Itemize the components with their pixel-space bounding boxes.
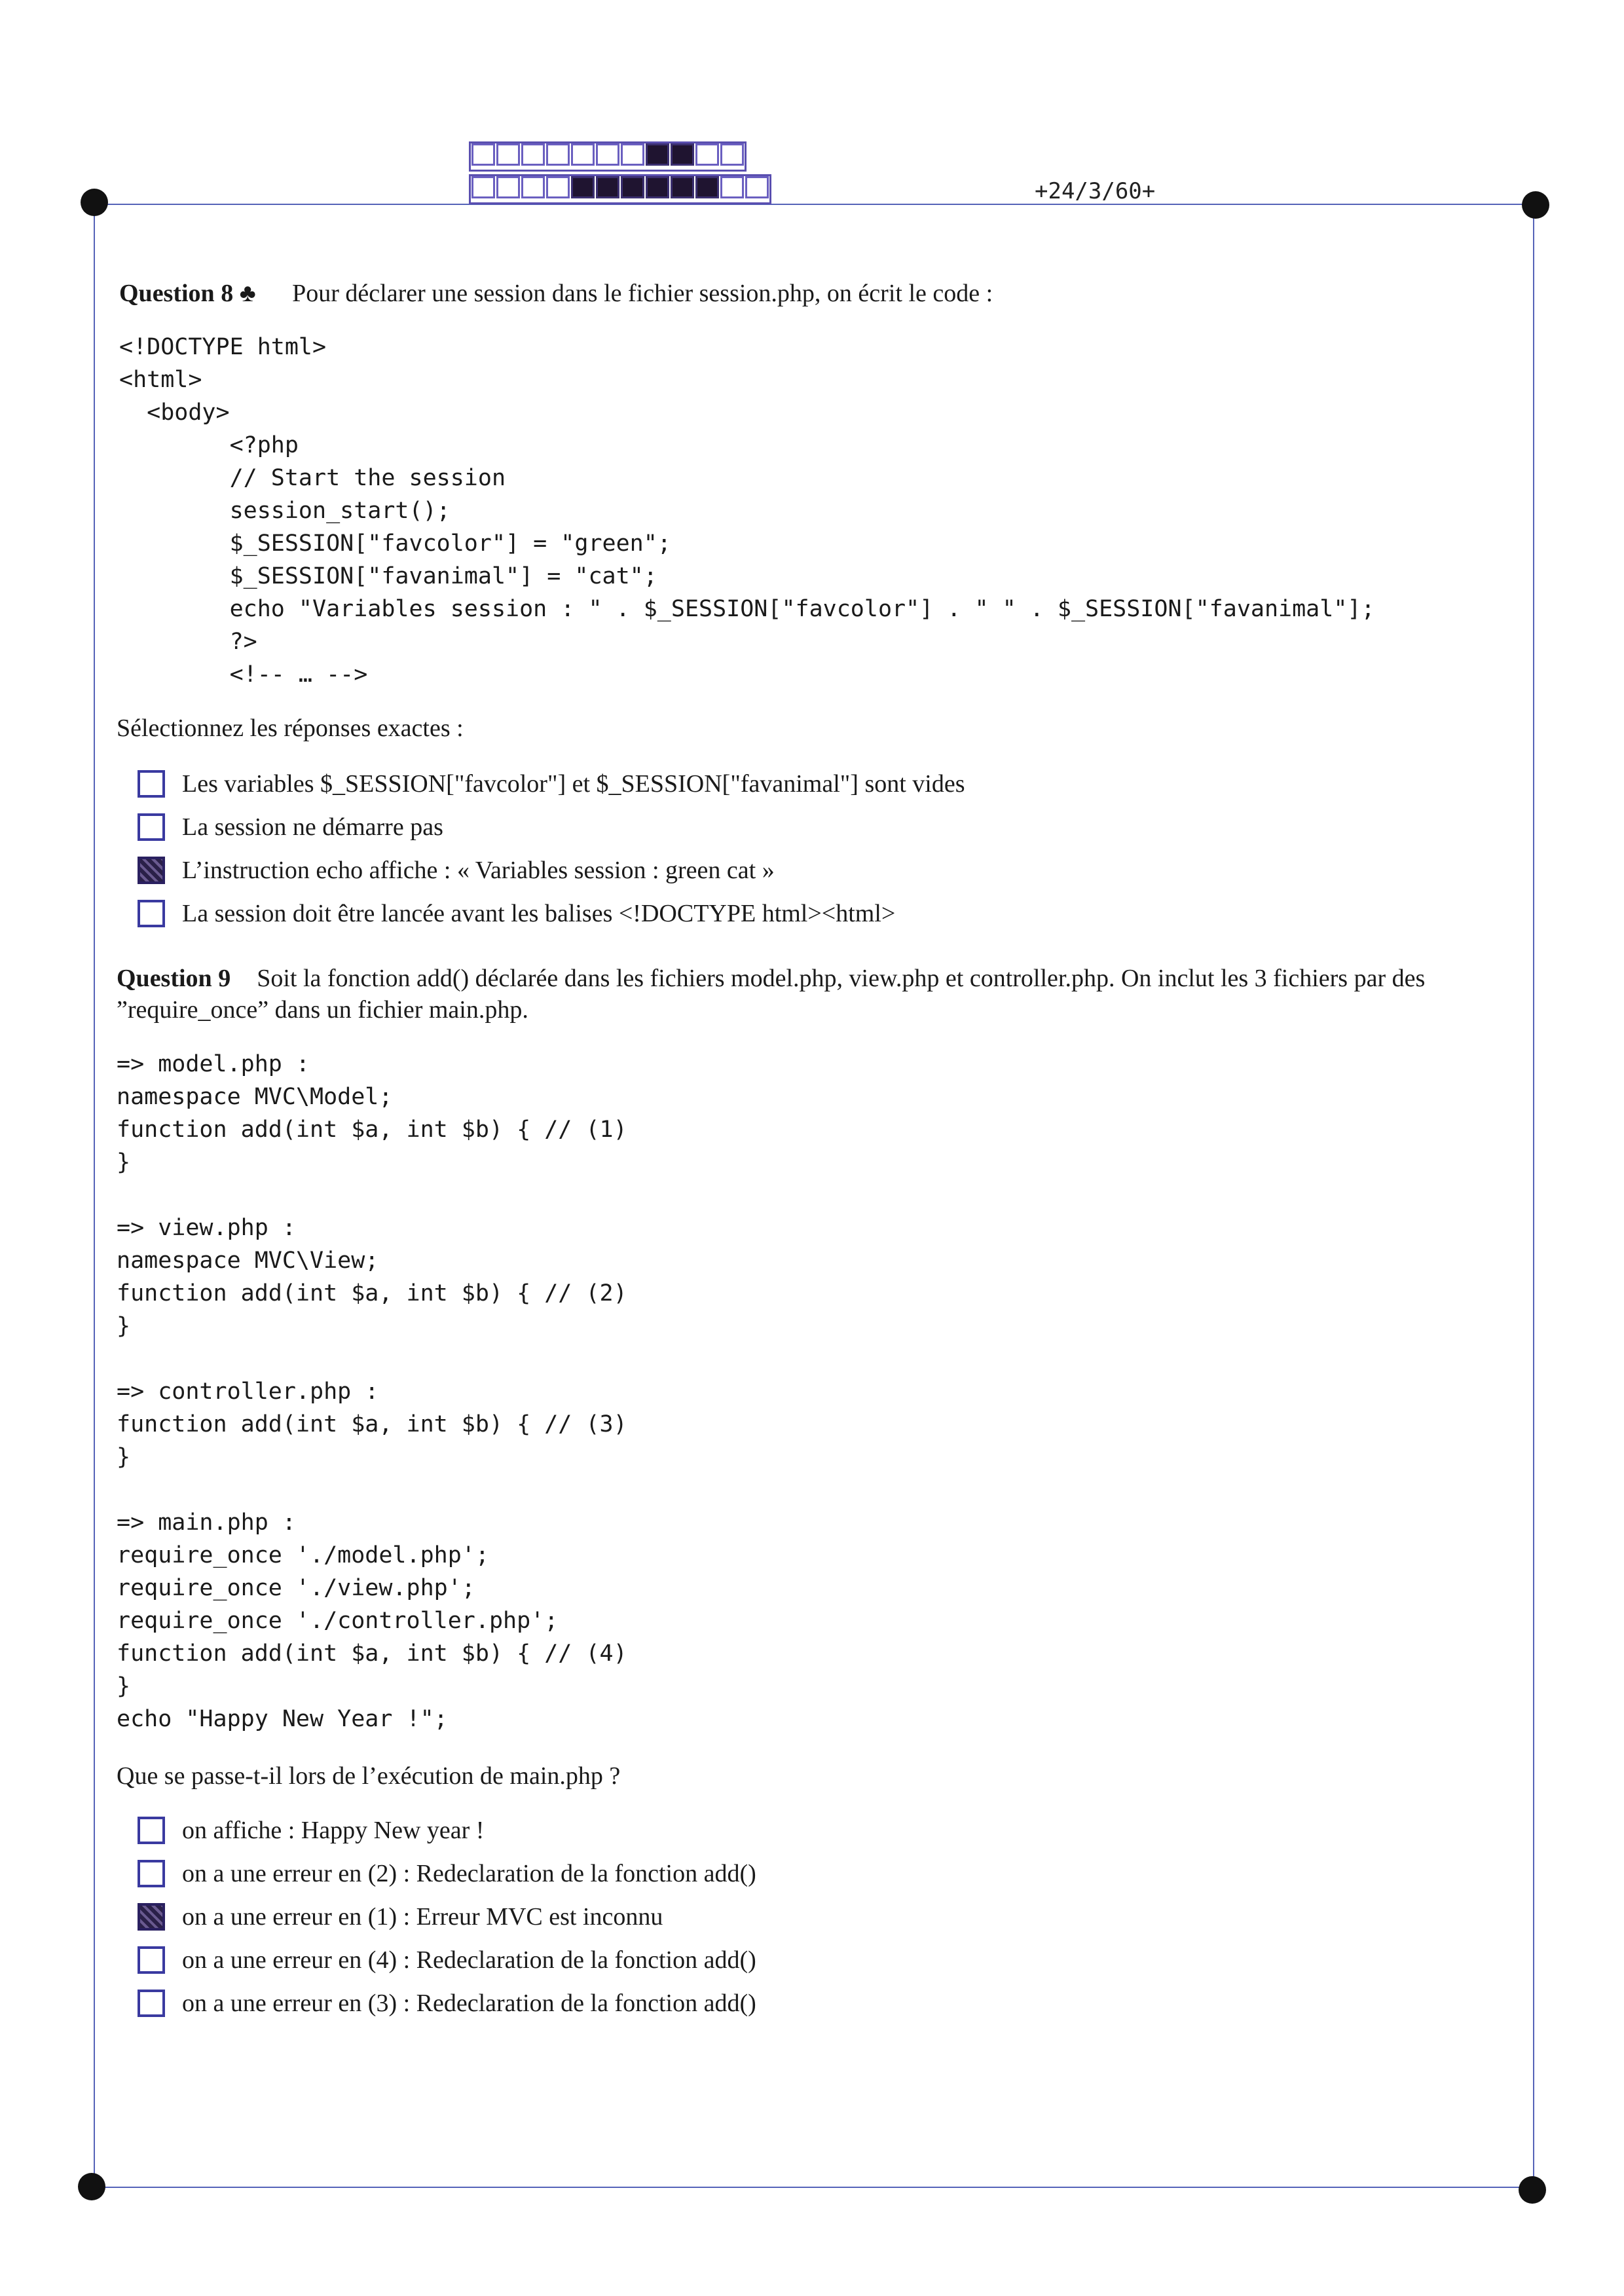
question-8-label: Question 8 — [119, 280, 234, 307]
code-bit-11 — [745, 176, 769, 198]
code-bit-10 — [720, 143, 744, 166]
q8-answer-2-label: La session ne démarre pas — [182, 813, 443, 841]
frame-bottom-line — [92, 2187, 1533, 2188]
q8-answer-3[interactable] — [138, 853, 775, 888]
q9-answer-1-checkbox[interactable] — [138, 1817, 165, 1844]
q9-answer-5[interactable] — [138, 1986, 756, 2021]
frame-top-line — [95, 204, 1536, 205]
q9-answer-3-label: on a une erreur en (1) : Erreur MVC est inconnu — [182, 1903, 663, 1931]
code-bit-9 — [695, 143, 719, 166]
q9-answer-4-checkbox[interactable] — [138, 1946, 165, 1974]
q8-answer-4-checkbox[interactable] — [138, 900, 165, 927]
corner-mark-top-left — [81, 189, 108, 216]
corner-mark-bottom-left — [78, 2173, 105, 2200]
code-bit-6 — [621, 176, 644, 198]
q8-answer-1-label: Les variables $_SESSION["favcolor"] et $_SESSION["favanimal"] sont vides — [182, 770, 965, 798]
q8-answer-2[interactable] — [138, 809, 443, 845]
q9-answer-4[interactable] — [138, 1942, 756, 1978]
code-bit-5 — [596, 143, 619, 166]
question-9-text: Soit la fonction add() déclarée dans les fichiers model.php, view.php et controller.php. On inclut les 3 fichiers par des ”require_once” dans un fichier main.php. — [117, 965, 1426, 1024]
code-bit-9 — [695, 176, 719, 198]
code-bit-2 — [521, 143, 545, 166]
frame-left-line — [94, 204, 95, 2187]
q9-answer-2[interactable] — [138, 1856, 756, 1891]
question-9-title — [117, 963, 1511, 1026]
q8-answer-1-checkbox[interactable] — [138, 770, 165, 798]
code-bit-5 — [596, 176, 619, 198]
binary-code-row-1 — [469, 141, 747, 172]
frame-right-line — [1533, 204, 1534, 2187]
q8-answer-2-checkbox[interactable] — [138, 813, 165, 841]
code-bit-6 — [621, 143, 644, 166]
code-bit-0 — [471, 176, 495, 198]
code-bit-8 — [671, 143, 694, 166]
q8-answer-4-label: La session doit être lancée avant les balises <!DOCTYPE html><html> — [182, 900, 896, 927]
q8-answer-3-checkbox[interactable] — [138, 857, 165, 884]
q8-answer-1[interactable] — [138, 766, 965, 802]
code-bit-3 — [546, 143, 570, 166]
question-9-code: => model.php : namespace MVC\Model; function add(int $a, int $b) { // (1) } => view.php : namespace MVC\View; function add(int $a, int $b) { // (2) } => controller.php : function add(int $a, int $b) { // (3) } => main.php : require_once './model.php'; require_once './view.php'; require_once './controller.php'; function add(int $a, int $b) { // (4) } echo "Happy New Year !"; — [117, 1051, 627, 1732]
code-bit-7 — [646, 143, 669, 166]
code-bit-10 — [720, 176, 744, 198]
q8-answer-4[interactable] — [138, 896, 895, 931]
question-8-text: Pour déclarer une session dans le fichier session.php, on écrit le code : — [292, 280, 993, 307]
code-bit-8 — [671, 176, 694, 198]
question-9-prompt: Que se passe-t-il lors de l’exécution de main.php ? — [117, 1762, 621, 1790]
code-bit-2 — [521, 176, 545, 198]
club-icon: ♣ — [239, 280, 256, 307]
question-8-code: <!DOCTYPE html> <html> <body> <?php // Start the session session_start(); $_SESSION["favcolor"] = "green"; $_SESSION["favanimal"] = "cat"; echo "Variables session : " . $_SESSION["favcolor"] . " " . $_SESSION["favanimal"]; ?> <!-- … --> — [119, 334, 1375, 688]
q9-answer-3[interactable] — [138, 1899, 663, 1935]
q9-answer-2-label: on a une erreur en (2) : Redeclaration de la fonction add() — [182, 1860, 756, 1887]
code-bit-3 — [546, 176, 570, 198]
code-bit-7 — [646, 176, 669, 198]
code-bit-0 — [471, 143, 495, 166]
corner-mark-top-right — [1522, 191, 1549, 219]
code-bit-1 — [496, 176, 520, 198]
binary-code-row-2 — [469, 174, 771, 204]
corner-mark-bottom-right — [1519, 2176, 1546, 2204]
q9-answer-5-label: on a une erreur en (3) : Redeclaration de la fonction add() — [182, 1990, 756, 2017]
page-identifier: +24/3/60+ — [1035, 178, 1156, 204]
question-8-prompt: Sélectionnez les réponses exactes : — [117, 714, 464, 742]
q9-answer-2-checkbox[interactable] — [138, 1860, 165, 1887]
code-bit-4 — [571, 143, 595, 166]
code-bit-1 — [496, 143, 520, 166]
q9-answer-5-checkbox[interactable] — [138, 1990, 165, 2017]
question-9-label: Question 9 — [117, 965, 231, 992]
code-bit-4 — [571, 176, 595, 198]
q9-answer-1-label: on affiche : Happy New year ! — [182, 1817, 485, 1844]
q9-answer-1[interactable] — [138, 1813, 484, 1848]
q9-answer-3-checkbox[interactable] — [138, 1903, 165, 1931]
q9-answer-4-label: on a une erreur en (4) : Redeclaration de la fonction add() — [182, 1946, 756, 1974]
question-8-title — [119, 279, 993, 308]
q8-answer-3-label: L’instruction echo affiche : « Variables session : green cat » — [182, 857, 775, 884]
